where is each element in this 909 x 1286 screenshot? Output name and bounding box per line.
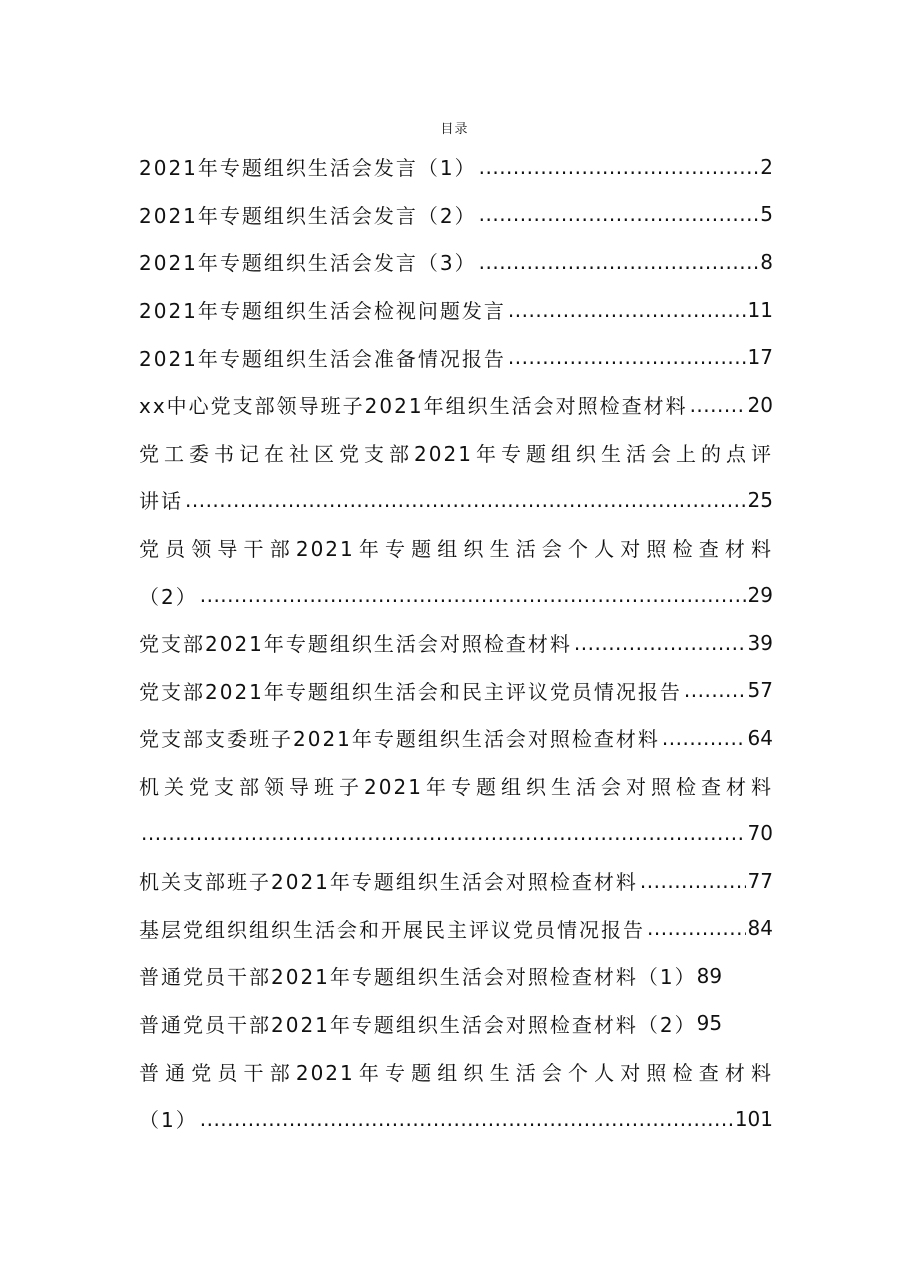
toc-entry-title: 党支部2021年专题组织生活会对照检查材料 xyxy=(139,632,572,657)
toc-entry-page: 2 xyxy=(760,154,773,179)
toc-entry[interactable] xyxy=(139,857,773,905)
dot-leader xyxy=(647,916,746,940)
toc-entry[interactable] xyxy=(139,905,773,953)
toc-entry-page: 25 xyxy=(747,487,773,512)
toc-entry-title-cont: 讲话 xyxy=(139,489,183,514)
dot-leader xyxy=(200,583,746,607)
toc-entry-title: 党支部支委班子2021年专题组织生活会对照检查材料 xyxy=(139,727,660,752)
dot-leader xyxy=(508,345,746,369)
dot-leader xyxy=(185,488,746,512)
toc-entry-page: 77 xyxy=(747,868,773,893)
toc-entry-line2[interactable] xyxy=(139,571,773,619)
toc-entry-page: 70 xyxy=(747,821,773,846)
toc-entry-page: 11 xyxy=(747,297,773,322)
toc-entry-title: 2021年专题组织生活会发言（3） xyxy=(139,251,477,276)
toc-entry[interactable] xyxy=(139,714,773,762)
toc-entry-page: 64 xyxy=(747,725,773,750)
toc-entry-line2[interactable] xyxy=(139,476,773,524)
toc-entry-title: 2021年专题组织生活会发言（1） xyxy=(139,156,477,181)
toc-entry-page: 95 xyxy=(696,1011,723,1036)
dot-leader xyxy=(662,726,746,750)
dot-leader xyxy=(690,393,746,417)
table-of-contents xyxy=(139,143,773,1142)
toc-entry[interactable] xyxy=(139,381,773,429)
toc-entry-page: 89 xyxy=(696,963,723,988)
toc-entry-title: 2021年专题组织生活会准备情况报告 xyxy=(139,346,506,371)
toc-entry-title-cont: （1） xyxy=(139,1108,198,1133)
toc-entry-title: 机关党支部领导班子2021年专题组织生活会对照检查材料 xyxy=(139,775,773,800)
toc-entry[interactable] xyxy=(139,143,773,191)
toc-entry[interactable] xyxy=(139,619,773,667)
dot-leader xyxy=(479,155,759,179)
toc-entry-page: 29 xyxy=(747,583,773,608)
toc-entry-line1[interactable] xyxy=(139,762,773,810)
toc-entry-title: xx中心党支部领导班子2021年组织生活会对照检查材料 xyxy=(139,394,688,419)
toc-entry[interactable] xyxy=(139,333,773,381)
dot-leader xyxy=(684,678,746,702)
toc-entry-line2[interactable] xyxy=(139,809,773,857)
toc-entry-line2[interactable] xyxy=(139,1095,773,1143)
toc-entry[interactable] xyxy=(139,667,773,715)
toc-entry-page: 20 xyxy=(747,392,773,417)
toc-entry-title: 2021年专题组织生活会检视问题发言 xyxy=(139,299,506,324)
toc-entry-title: 2021年专题组织生活会发言（2） xyxy=(139,203,477,228)
toc-entry-title: 党支部2021年专题组织生活会和民主评议党员情况报告 xyxy=(139,679,682,704)
toc-entry-title: 普通党员干部2021年专题组织生活会个人对照检查材料 xyxy=(139,1060,773,1085)
toc-entry-title: 机关支部班子2021年专题组织生活会对照检查材料 xyxy=(139,870,638,895)
toc-entry-line1[interactable] xyxy=(139,429,773,477)
toc-entry-page: 17 xyxy=(747,345,773,370)
toc-entry-line1[interactable] xyxy=(139,1047,773,1095)
toc-entry[interactable] xyxy=(139,191,773,239)
dot-leader xyxy=(479,202,759,226)
dot-leader xyxy=(479,250,759,274)
toc-entry-title: 党员领导干部2021年专题组织生活会个人对照检查材料 xyxy=(139,537,773,562)
toc-entry-title: 普通党员干部2021年专题组织生活会对照检查材料（2） xyxy=(139,1012,697,1037)
toc-entry-title: 基层党组织组织生活会和开展民主评议党员情况报告 xyxy=(139,917,645,942)
toc-entry-title-cont: （2） xyxy=(139,584,198,609)
toc-entry-page: 8 xyxy=(760,249,773,274)
dot-leader xyxy=(574,631,746,655)
toc-entry[interactable] xyxy=(139,238,773,286)
toc-heading: 目录 xyxy=(440,122,469,137)
toc-entry[interactable] xyxy=(139,1000,773,1048)
toc-entry-page: 39 xyxy=(747,630,773,655)
toc-entry[interactable] xyxy=(139,286,773,334)
toc-entry-title: 党工委书记在社区党支部2021年专题组织生活会上的点评 xyxy=(139,441,773,466)
toc-entry-page: 5 xyxy=(760,202,773,227)
dot-leader xyxy=(200,1107,733,1131)
toc-entry-title: 普通党员干部2021年专题组织生活会对照检查材料（1） xyxy=(139,965,697,990)
toc-entry-page: 57 xyxy=(747,678,773,703)
dot-leader xyxy=(141,821,746,845)
toc-entry-line1[interactable] xyxy=(139,524,773,572)
toc-entry-page: 84 xyxy=(747,916,773,941)
dot-leader xyxy=(508,298,746,322)
toc-entry[interactable] xyxy=(139,952,773,1000)
dot-leader xyxy=(640,869,746,893)
toc-entry-page: 101 xyxy=(734,1106,773,1131)
